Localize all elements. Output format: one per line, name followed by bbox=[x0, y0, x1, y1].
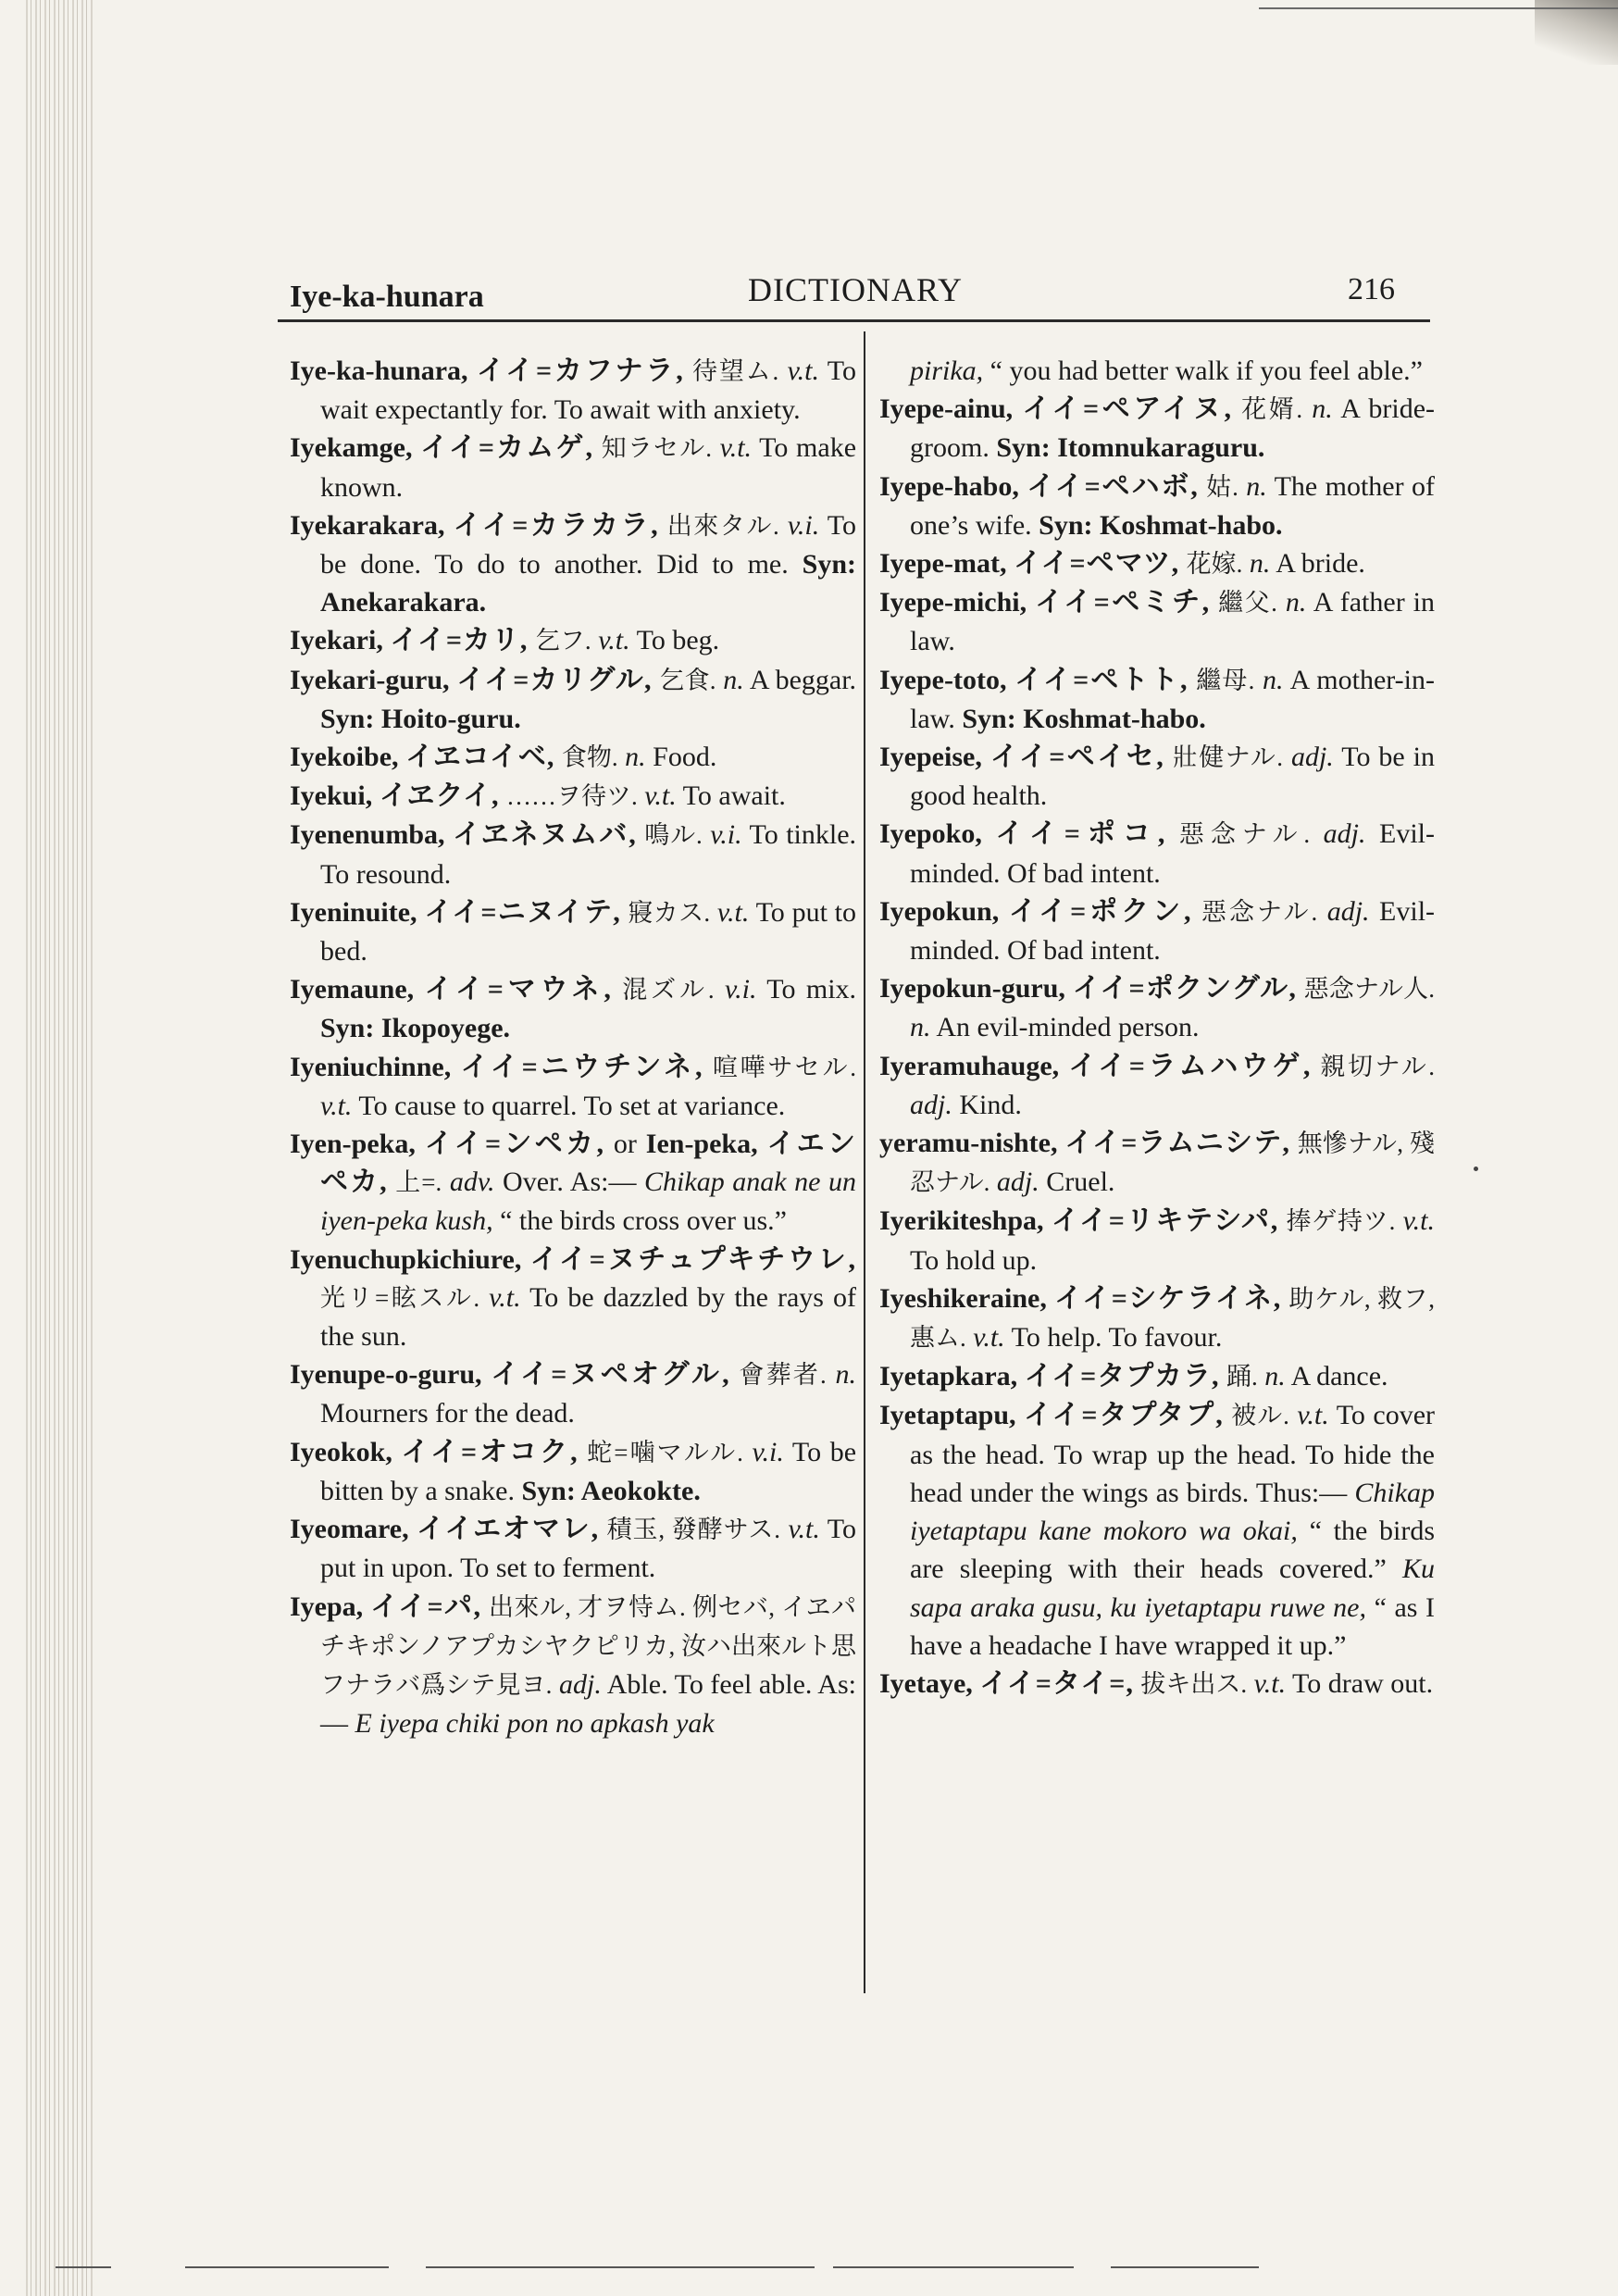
headword: Iyeshikeraine, bbox=[879, 1282, 1047, 1314]
part-of-speech: v.t. bbox=[1402, 1205, 1436, 1237]
katakana-reading: イイ=ンペカ, bbox=[424, 1129, 605, 1160]
katakana-reading: イイ=ペミチ, bbox=[1035, 587, 1211, 618]
dictionary-entry bbox=[290, 661, 856, 738]
dictionary-entry bbox=[290, 816, 856, 892]
dictionary-entry bbox=[290, 738, 856, 777]
definition: To beg. bbox=[636, 625, 720, 656]
definition: To draw out. bbox=[1292, 1667, 1434, 1699]
katakana-reading: イイ=ペイセ, bbox=[989, 742, 1164, 773]
part-of-speech: v.i. bbox=[725, 974, 757, 1005]
dictionary-entry bbox=[879, 1279, 1435, 1357]
part-of-speech: n. bbox=[723, 664, 744, 695]
japanese-gloss: 姑. bbox=[1206, 472, 1238, 501]
bottom-scan-lines bbox=[0, 2266, 1618, 2272]
japanese-gloss: 惡念ナル. bbox=[1201, 897, 1318, 926]
guide-word: Iye-ka-hunara bbox=[290, 280, 484, 314]
part-of-speech: adj. bbox=[1323, 818, 1366, 850]
katakana-reading: イイ=ポクングル, bbox=[1072, 973, 1297, 1004]
dictionary-entry bbox=[290, 1433, 856, 1510]
definition: To wait expectantly for. To await with anxiety. bbox=[320, 356, 857, 426]
dictionary-entry bbox=[290, 777, 856, 816]
definition: To hold up. bbox=[910, 1244, 1038, 1276]
definition: The mother of one’s wife. bbox=[910, 470, 1436, 541]
dictionary-entry bbox=[879, 352, 1435, 390]
ainu-example: E iyepa chiki pon no apkash yak bbox=[355, 1708, 715, 1740]
katakana-reading: イイエオマレ, bbox=[416, 1514, 600, 1545]
japanese-gloss: 繼父. bbox=[1218, 589, 1277, 618]
part-of-speech: v.t. bbox=[788, 1514, 820, 1545]
katakana-reading: イイ=タプカラ, bbox=[1024, 1361, 1220, 1392]
japanese-gloss: 混ズル. bbox=[622, 976, 715, 1004]
dictionary-entry bbox=[290, 970, 856, 1047]
definition: To mix. bbox=[766, 974, 857, 1005]
dictionary-entry bbox=[879, 583, 1435, 660]
katakana-reading: イイ=カフナラ, bbox=[476, 356, 684, 386]
ainu-example: Chikap anak ne un iyen-peka kush, bbox=[320, 1167, 857, 1237]
left-column bbox=[290, 352, 856, 1742]
synonym: Syn: Itomnukaraguru. bbox=[996, 432, 1265, 464]
definition: A mother-in-law. bbox=[910, 664, 1435, 734]
example-translation: “ you had better walk if you feel able.” bbox=[989, 356, 1423, 386]
japanese-gloss: 乞食. bbox=[659, 666, 716, 694]
definition: Cruel. bbox=[1046, 1167, 1115, 1198]
dictionary-entry bbox=[879, 661, 1435, 738]
dictionary-entry bbox=[879, 544, 1435, 583]
japanese-gloss: ……ヲ待ツ. bbox=[506, 782, 638, 811]
japanese-gloss: 無慘ナル, 殘忍ナル. bbox=[910, 1129, 1436, 1197]
ainu-example: pirika, bbox=[910, 356, 984, 386]
part-of-speech: n. bbox=[1249, 548, 1271, 580]
dictionary-entry bbox=[879, 1047, 1435, 1124]
scan-speck bbox=[1474, 1167, 1478, 1171]
headword: Iyepe-mat, bbox=[879, 548, 1007, 580]
headword: Iyepe-ainu, bbox=[879, 393, 1014, 425]
japanese-gloss: 光リ=眩スル. bbox=[320, 1283, 480, 1312]
part-of-speech: adj. bbox=[1290, 742, 1334, 773]
definition: A bride. bbox=[1276, 548, 1365, 580]
japanese-gloss: 會葬者. bbox=[739, 1361, 827, 1390]
synonym: Syn: Ikopoyege. bbox=[320, 1013, 511, 1044]
part-of-speech: v.i. bbox=[710, 819, 742, 851]
definition: Food. bbox=[653, 742, 717, 773]
headword: Iyeninuite, bbox=[290, 896, 417, 928]
part-of-speech: n. bbox=[1246, 470, 1267, 502]
part-of-speech: v.t. bbox=[973, 1322, 1005, 1354]
part-of-speech: v.t. bbox=[489, 1281, 521, 1313]
katakana-reading: イイ=ラムハウゲ, bbox=[1068, 1050, 1312, 1081]
dictionary-entry bbox=[290, 1355, 856, 1432]
right-column bbox=[879, 352, 1435, 1703]
dictionary-entry bbox=[879, 1124, 1435, 1202]
column-divider bbox=[864, 331, 865, 1993]
part-of-speech: adv. bbox=[449, 1167, 495, 1198]
definition: To tinkle. To resound. bbox=[320, 819, 857, 890]
page-number: 216 bbox=[1348, 272, 1395, 306]
japanese-gloss: 捧ゲ持ツ. bbox=[1286, 1207, 1396, 1236]
katakana-reading: イイ=カリグル, bbox=[456, 664, 653, 695]
part-of-speech: v.i. bbox=[752, 1436, 784, 1467]
headword: Iyekui, bbox=[290, 780, 373, 812]
part-of-speech: v.t. bbox=[787, 356, 820, 386]
part-of-speech: n. bbox=[910, 1012, 931, 1043]
part-of-speech: v.t. bbox=[1253, 1667, 1287, 1699]
katakana-reading: イイ=パ, bbox=[370, 1591, 482, 1622]
part-of-speech: n. bbox=[835, 1359, 857, 1391]
ainu-example: Chikap iyetaptapu kane mokoro wa okai, bbox=[910, 1477, 1436, 1547]
synonym: Syn: Anekarakara. bbox=[320, 549, 856, 618]
japanese-gloss: 知ラセル. bbox=[601, 434, 712, 463]
definition: To be dazzled by the rays of the sun. bbox=[320, 1281, 856, 1353]
definition: To put to bed. bbox=[320, 896, 857, 967]
headword: Iyeomare, bbox=[290, 1514, 409, 1545]
headword: Iyetapkara, bbox=[879, 1361, 1018, 1392]
dictionary-entry bbox=[879, 892, 1435, 969]
headword: Iyepa, bbox=[290, 1591, 364, 1622]
katakana-reading: イイ=ポコ, bbox=[995, 818, 1166, 850]
dictionary-entry bbox=[879, 1202, 1435, 1279]
katakana-reading: イヱコイベ, bbox=[405, 742, 555, 773]
part-of-speech: v.t. bbox=[716, 896, 750, 928]
dictionary-entry bbox=[879, 1396, 1435, 1664]
japanese-gloss: 親切ナル. bbox=[1320, 1052, 1436, 1080]
japanese-gloss: 繼母. bbox=[1196, 666, 1255, 694]
dictionary-entry bbox=[290, 1241, 856, 1356]
japanese-gloss: 踊. bbox=[1226, 1363, 1258, 1391]
japanese-gloss: 出來ル, 才ヲ恃ム. 例セバ, イヱパチキポンノアプカシヤクピリカ, 汝ハ出來ルト思フナラバ爲シテ見ヨ. bbox=[320, 1592, 857, 1699]
dictionary-entry bbox=[879, 390, 1435, 467]
japanese-gloss: 積玉, 發酵サス. bbox=[606, 1516, 781, 1544]
entry-or: or bbox=[613, 1129, 637, 1160]
part-of-speech: adj. bbox=[910, 1089, 952, 1120]
dictionary-entry bbox=[879, 468, 1435, 544]
definition: Over. As:— bbox=[503, 1167, 637, 1198]
synonym: Syn: Aeokokte. bbox=[521, 1475, 701, 1506]
japanese-gloss: 惡念ナル人. bbox=[1303, 975, 1436, 1004]
synonym: Syn: Koshmat-habo. bbox=[1039, 509, 1283, 541]
katakana-reading: イイ=ペトト, bbox=[1014, 664, 1189, 695]
katakana-reading: イイ=リキテシパ, bbox=[1051, 1205, 1279, 1237]
dictionary-entry bbox=[879, 738, 1435, 815]
japanese-gloss: 寢カス. bbox=[628, 898, 711, 927]
scan-corner-shadow bbox=[1535, 0, 1618, 65]
headword: Iyerikiteshpa, bbox=[879, 1205, 1044, 1237]
part-of-speech: v.t. bbox=[719, 432, 753, 464]
headword: Iye-ka-hunara, bbox=[290, 356, 468, 386]
katakana-reading: イイ=カリ, bbox=[390, 625, 529, 656]
japanese-gloss: 拔キ出ス. bbox=[1140, 1669, 1248, 1698]
katakana-reading: イイ=オコク, bbox=[401, 1436, 579, 1467]
japanese-gloss: 待望ム. bbox=[692, 357, 779, 385]
definition: Mourners for the dead. bbox=[320, 1398, 575, 1429]
headword: Iyeokok, bbox=[290, 1436, 392, 1467]
katakana-reading: イイ=カムゲ, bbox=[420, 432, 594, 464]
headword: Iyemaune, bbox=[290, 974, 415, 1005]
part-of-speech: v.t. bbox=[598, 625, 630, 656]
definition: To make known. bbox=[320, 432, 857, 503]
japanese-gloss: 蛇=噛マルル. bbox=[587, 1438, 743, 1466]
headword: Iyenupe-o-guru, bbox=[290, 1359, 482, 1391]
part-of-speech: v.t. bbox=[1297, 1400, 1329, 1431]
definition: To help. To favour. bbox=[1011, 1322, 1223, 1354]
japanese-gloss: 上=. bbox=[395, 1168, 442, 1197]
headword: Iyekarakara, bbox=[290, 509, 445, 541]
part-of-speech: n. bbox=[1285, 587, 1307, 618]
part-of-speech: n. bbox=[625, 742, 646, 773]
japanese-gloss: 出來タル. bbox=[666, 511, 779, 540]
part-of-speech: v.t. bbox=[644, 780, 677, 812]
japanese-gloss: 壯健ナル. bbox=[1172, 743, 1283, 772]
headword: Iyepe-toto, bbox=[879, 664, 1007, 695]
dictionary-entry bbox=[290, 429, 856, 505]
synonym: Syn: Hoito-guru. bbox=[320, 703, 521, 734]
dictionary-entry bbox=[290, 1048, 856, 1125]
definition: A father in law. bbox=[910, 587, 1436, 657]
definition: To put in upon. To set to ferment. bbox=[320, 1514, 856, 1584]
definition: Evil-minded. Of bad intent. bbox=[910, 895, 1436, 967]
definition: To cover as the head. To wrap up the head. To hide the head under the wings as birds. Thus:— bbox=[910, 1400, 1436, 1508]
japanese-gloss: 助ケル, 救フ, 惠ム. bbox=[910, 1284, 1436, 1353]
headword: Iyeniuchinne, bbox=[290, 1051, 452, 1082]
headword: Iyepe-habo, bbox=[879, 470, 1019, 502]
dictionary-entry bbox=[879, 815, 1435, 892]
headword-variant: Ien-peka, bbox=[645, 1129, 758, 1160]
katakana-reading: イイ=ペハボ, bbox=[1027, 470, 1199, 502]
definition: An evil-minded person. bbox=[936, 1012, 1200, 1043]
japanese-gloss: 花婿. bbox=[1241, 395, 1303, 424]
part-of-speech: n. bbox=[1312, 393, 1333, 425]
dictionary-entry bbox=[290, 1510, 856, 1587]
part-of-speech: v.t. bbox=[320, 1090, 353, 1121]
definition: Able. To feel able. As:— bbox=[320, 1668, 856, 1740]
katakana-reading: イイ=ニヌイテ, bbox=[424, 896, 621, 928]
headword: Iyekoibe, bbox=[290, 742, 399, 773]
dictionary-entry bbox=[290, 506, 856, 622]
katakana-reading: イヱネヌムバ, bbox=[452, 819, 637, 851]
japanese-gloss: 乞フ. bbox=[534, 627, 591, 655]
headword: Iyekari-guru, bbox=[290, 664, 450, 695]
katakana-reading: イヱクイ, bbox=[379, 780, 500, 812]
example-translation: “ the birds are sleeping with their heads covered.” bbox=[910, 1516, 1436, 1585]
headword: Iyekamge, bbox=[290, 432, 413, 464]
dictionary-entry bbox=[879, 1665, 1435, 1703]
headword: Iyetaye, bbox=[879, 1667, 973, 1699]
headword: Iyenenumba, bbox=[290, 819, 445, 851]
part-of-speech: adj. bbox=[1326, 895, 1370, 927]
ainu-example: Ku sapa araka gusu, ku iyetaptapu ruwe ne, bbox=[910, 1554, 1435, 1623]
part-of-speech: adj. bbox=[558, 1668, 602, 1700]
header-rule bbox=[278, 319, 1430, 322]
headword: Iyepe-michi, bbox=[879, 587, 1027, 618]
headword: Iyepoko, bbox=[879, 818, 982, 850]
headword: Iyepokun, bbox=[879, 895, 1000, 927]
katakana-variant: イエンペカ, bbox=[320, 1129, 857, 1198]
japanese-gloss: 食物. bbox=[561, 743, 618, 772]
definition: Kind. bbox=[959, 1089, 1022, 1120]
definition: To await. bbox=[682, 780, 786, 812]
katakana-reading: イイ=ペマツ, bbox=[1013, 548, 1180, 580]
dictionary-entry bbox=[290, 1125, 856, 1241]
dictionary-entry bbox=[290, 621, 856, 660]
example-translation: “ as I have a headache I have wrapped it up.” bbox=[910, 1591, 1436, 1661]
book-binding-shadow bbox=[26, 0, 93, 2296]
katakana-reading: イイ=ラムニシテ, bbox=[1064, 1128, 1290, 1159]
definition: A beggar. bbox=[749, 664, 857, 695]
katakana-reading: イイ=ニウチンネ, bbox=[460, 1051, 703, 1082]
japanese-gloss: 花嫁. bbox=[1186, 550, 1243, 579]
katakana-reading: イイ=ペアイヌ, bbox=[1022, 393, 1233, 425]
japanese-gloss: 被ル. bbox=[1231, 1402, 1289, 1430]
part-of-speech: n. bbox=[1263, 664, 1284, 695]
headword: Iyetaptapu, bbox=[879, 1400, 1016, 1431]
dictionary-entry bbox=[879, 1357, 1435, 1396]
dictionary-entry bbox=[290, 893, 856, 970]
katakana-reading: イイ=カラカラ, bbox=[453, 509, 659, 541]
japanese-gloss: 惡念ナル. bbox=[1178, 820, 1311, 849]
headword: Iyenuchupkichiure, bbox=[290, 1243, 522, 1275]
definition: To cause to quarrel. To set at variance. bbox=[358, 1090, 786, 1121]
headword: Iyekari, bbox=[290, 625, 383, 656]
definition: To be in good health. bbox=[910, 742, 1436, 812]
example-translation: “ the birds cross over us.” bbox=[500, 1205, 787, 1237]
definition: Evil-minded. Of bad intent. bbox=[910, 818, 1435, 889]
definition: A dance. bbox=[1290, 1361, 1388, 1392]
headword: Iyen-peka, bbox=[290, 1129, 416, 1160]
katakana-reading: イイ=シケライネ, bbox=[1053, 1282, 1282, 1314]
header-title: DICTIONARY bbox=[748, 271, 963, 308]
japanese-gloss: 鳴ル. bbox=[644, 821, 703, 850]
dictionary-entry bbox=[879, 969, 1435, 1046]
dictionary-entry bbox=[290, 352, 856, 429]
headword: Iyepeise, bbox=[879, 742, 982, 773]
katakana-reading: イイ=タプタプ, bbox=[1024, 1400, 1224, 1431]
katakana-reading: イイ=マウネ, bbox=[424, 974, 612, 1005]
definition: To be done. To do to another. Did to me. bbox=[320, 509, 857, 580]
japanese-gloss: 喧嘩サセル. bbox=[712, 1053, 857, 1081]
definition: To be bitten by a snake. bbox=[320, 1436, 857, 1506]
synonym: Syn: Koshmat-habo. bbox=[962, 703, 1206, 734]
part-of-speech: adj. bbox=[996, 1167, 1039, 1198]
headword: Iyeramuhauge, bbox=[879, 1050, 1060, 1081]
part-of-speech: n. bbox=[1264, 1361, 1286, 1392]
top-scan-line bbox=[1259, 7, 1618, 9]
katakana-reading: イイ=タイ=, bbox=[979, 1667, 1134, 1699]
definition: A bride-groom. bbox=[910, 393, 1436, 464]
dictionary-entry bbox=[290, 1588, 856, 1743]
katakana-reading: イイ=ポクン, bbox=[1008, 895, 1192, 927]
headword: Iyepokun-guru, bbox=[879, 973, 1065, 1004]
headword: yeramu-nishte, bbox=[879, 1128, 1058, 1159]
katakana-reading: イイ=ヌペオグル, bbox=[491, 1359, 730, 1391]
part-of-speech: v.i. bbox=[787, 509, 820, 541]
running-header bbox=[0, 267, 1618, 322]
katakana-reading: イイ=ヌチュプキチウレ, bbox=[529, 1243, 856, 1275]
